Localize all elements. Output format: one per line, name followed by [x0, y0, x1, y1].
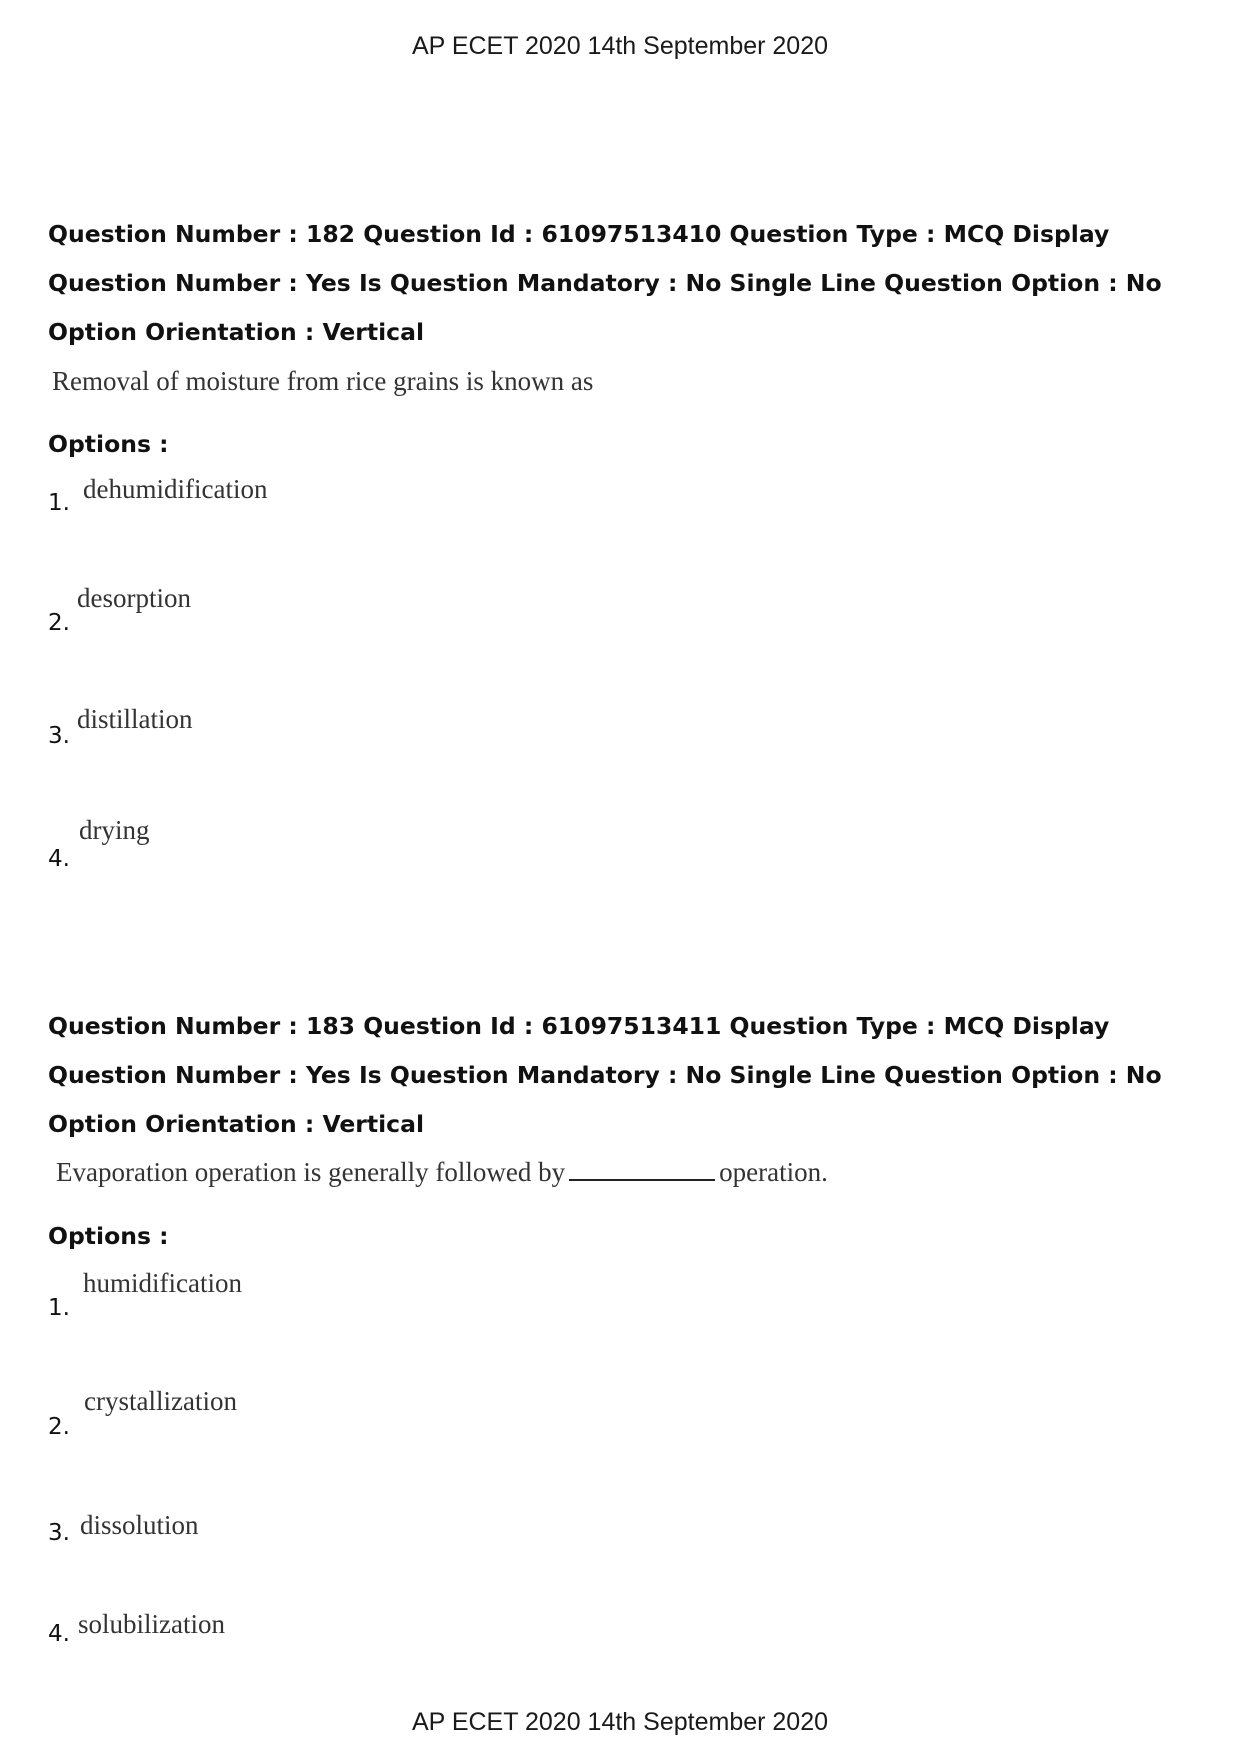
question-182-text: Removal of moisture from rice grains is known as — [52, 366, 594, 396]
question-182-option-2-text: desorption — [77, 583, 191, 613]
question-182-option-3-text: distillation — [77, 704, 193, 734]
question-183-option-2-text: crystallization — [84, 1386, 237, 1416]
question-183-option-2-number: 2. — [48, 1414, 70, 1440]
question-182-options-label: Options : — [48, 430, 169, 458]
question-183-options-label: Options : — [48, 1222, 169, 1250]
question-183-option-4-text: solubilization — [78, 1609, 225, 1639]
question-183-option-1-number: 1. — [48, 1295, 70, 1321]
question-182-option-2-number: 2. — [48, 610, 70, 636]
question-182-option-4-text: drying — [79, 815, 150, 845]
question-183-option-1-text: humidification — [83, 1268, 242, 1298]
question-182-option-1-number: 1. — [48, 490, 70, 516]
question-183-option-4-number: 4. — [48, 1621, 70, 1647]
page-footer: AP ECET 2020 14th September 2020 — [411, 1708, 829, 1736]
question-182-option-4-number: 4. — [48, 846, 70, 872]
page-header: AP ECET 2020 14th September 2020 — [411, 32, 829, 60]
question-182-meta: Question Number : 182 Question Id : 61097513410 Question Type : MCQ Display Question Number : Yes Is Question Mandatory : No Single Line Question Option : No Option Orientation : Vertical — [48, 220, 1162, 346]
question-183-text — [56, 1157, 828, 1188]
question-183-text-before: Evaporation operation is generally followed by — [56, 1157, 566, 1187]
question-183-option-3-number: 3. — [48, 1520, 70, 1546]
question-183-text-after: operation. — [719, 1157, 828, 1187]
answer-blank — [569, 1159, 715, 1181]
question-183-meta: Question Number : 183 Question Id : 61097513411 Question Type : MCQ Display Question Number : Yes Is Question Mandatory : No Single Line Question Option : No Option Orientation : Vertical — [48, 1012, 1162, 1138]
question-182-option-3-number: 3. — [48, 723, 70, 749]
question-182-option-1-text: dehumidification — [83, 474, 268, 504]
question-183-option-3-text: dissolution — [80, 1510, 199, 1540]
